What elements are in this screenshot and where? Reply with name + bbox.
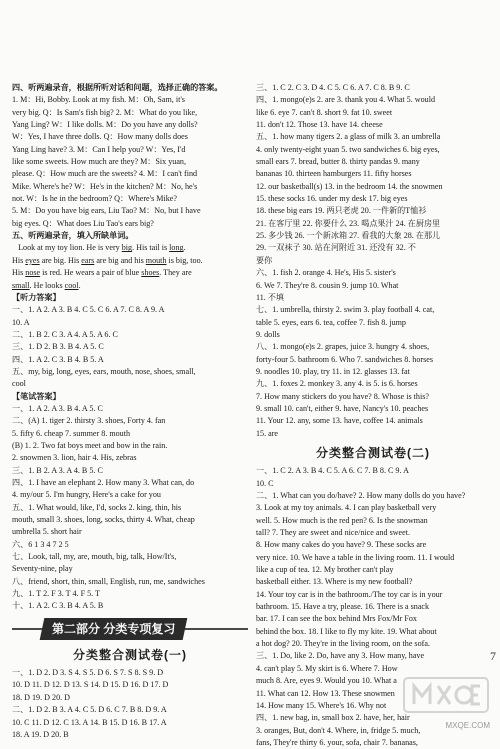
answer-line: 四、1. A 2. C 3. B 4. B 5. A (12, 354, 104, 364)
answer-line: cool (12, 379, 26, 389)
answer-line: 七、1. umbrella, thirsty 2. swim 3. play football 4. cat, (256, 305, 435, 315)
answer-line: (B) 1. 2. Two fat boys meet and bow in the rain. (12, 440, 168, 450)
answer-line: 21. 在客厅里 22. 你要什么 23. 喝点果汁 24. 在厨房里 (256, 218, 441, 228)
answer-line: 二、(A) 1. tiger 2. thirsty 3. shoes, Forty 4. fan (12, 416, 166, 426)
part-banner (12, 618, 248, 642)
answer-line: 五、1. What would, like, I'd, socks 2. king, thin, his (12, 502, 182, 512)
answer-line: like a cup of tea. 12. My brother can't play (256, 565, 394, 575)
answer-line: 八、friend, short, thin, small, English, run, me, sandwiches (12, 576, 205, 586)
answer-line: 9. noodles 10. play, try 11. in 12. glasses 13. fat (256, 366, 410, 376)
answer-line: 25. 多少钱 26. 一个新冰箱 27. 看我的大象 28. 在那儿 (256, 231, 441, 241)
answer-line: 五、1. how many tigers 2. a glass of milk 3. an umbrella (256, 132, 441, 142)
answer-line: 三、1. Do, like 2. Do, have any 3. How many, have (256, 651, 425, 661)
test-title: 分类整合测试卷(二) (316, 445, 430, 460)
script-line: like some sweets. How much are they? M：Six yuan, (12, 157, 186, 167)
answer-line: bathroom. 15. Have a try, please. 16. There is a snack (256, 602, 430, 612)
answer-line: 14. How many 15. Where's 16. Why not (256, 700, 387, 710)
answer-line: 四、1. new bag, in, small box 2. have, her, hair (256, 713, 410, 723)
answer-line: 七、Look, tall, my, are, mouth, big, talk, How/It's, (12, 552, 177, 562)
answer-line: 一、1. C 2. A 3. B 4. C 5. A 6. C 7. B 8. C 9. A (256, 466, 409, 476)
answer-line: 4. can't play 5. My skirt is 6. Where 7. How (256, 663, 398, 673)
answer-line: 八、1. mongo(e)s 2. grapes, juice 3. hungry 4. shoes, (256, 342, 430, 352)
answer-line: forty-four 5. bathroom 6. Who 7. sandwiches 8. horses (256, 354, 433, 364)
page-number: 7 (490, 649, 496, 663)
test1-answers (12, 667, 248, 741)
script-line: 1. M：Hi, Bobby. Look at my fish. M：Oh, Sam, it's (12, 95, 185, 105)
answer-line: 5. fifty 6. cheap 7. summer 8. mouth (12, 428, 131, 438)
answer-line: behind the box. 18. I like to fly my kite. 19. What about (256, 626, 437, 636)
answer-line: 18. A 19. D 20. B (12, 729, 69, 739)
answer-line: 11. Your 12. any, some 13. have, coffee 14. animals (256, 416, 423, 426)
answer-line: 六、6 1 3 4 7 2 5 (12, 539, 69, 549)
left-column (12, 82, 248, 739)
script-line: not. W：Is he in the bedroom? Q：Where's Mike? (12, 194, 177, 204)
answer-line: 二、1. B 2. C 3. A 4. A 5. A 6. C (12, 329, 118, 339)
answers-top (256, 82, 490, 267)
answer-line: 15. these socks 16. under my desk 17. big eyes (256, 194, 408, 204)
answer-line: 4. my/our 5. I'm hungry, Here's a cake for you (12, 490, 161, 500)
answer-line: 二、1. D 2. B 3. A 4. C 5. D 6. C 7. B 8. D 9. A (12, 705, 167, 715)
answer-line: 一、1. A 2. A 3. B 4. C 5. C 6. A 7. C 8. A 9. A (12, 305, 165, 315)
script-line: W：Yes, I have three dolls. Q：How many dolls does (12, 132, 188, 142)
answer-line: 九、1. T 2. F 3. T 4. F 5. T (12, 589, 100, 599)
section-heading: 五、听两遍录音，填入所缺单词。 (12, 231, 134, 241)
answer-line: 10. A (12, 317, 30, 327)
script-line: big eyes. Q：What does Liu Tao's ears big? (12, 218, 154, 228)
answer-line: 3. oranges, But, don't 4. Where, in, fridge 5. much, (256, 725, 421, 735)
section-heading: 四、听两遍录音，根据所听对话和问题，选择正确的答案。 (12, 83, 223, 92)
written-answers-heading: 【笔试答案】 (12, 391, 61, 401)
answer-line: 18. these big ears 19. 两只老虎 20. 一件新的T恤衫 (256, 206, 427, 216)
answer-line: 11. don't 12. Those 13. have 14. cheese (256, 120, 383, 130)
answer-line: Seventy-nine, play (12, 564, 73, 574)
answer-line: a hot dog? 20. They're in the living room, on the sofa. (256, 639, 430, 649)
answer-line: tall? 7. They are sweet and nice/nice and sweet. (256, 528, 411, 538)
answer-line: 10. D 11. D 12. D 13. S 14. D 15. D 16. D 17. D (12, 680, 169, 690)
answer-line: 8. How many cakes do you have? 9. These socks are (256, 540, 427, 550)
answer-line: 11. 不填 (256, 292, 285, 302)
answer-line: fans, They're thirty 6. your, sofa, chair 7. bananas, (256, 737, 418, 747)
answer-line: 六、1. fish 2. orange 4. He's, His 5. sister's (256, 268, 396, 278)
answer-line: 要你 (256, 255, 273, 265)
answer-line: 3. Look at my toy animals. 4. I can play basketball very (256, 503, 437, 513)
answer-line: like 6. eye 7. can't 8. short 9. fat 10. sweet (256, 107, 393, 117)
passage-line: Look at my toy lion. He is very big. His tail is long. (18, 243, 186, 253)
answer-line: 三、1. D 2. B 3. B 4. A 5. C (12, 342, 104, 352)
answer-line: 10. C 11. D 12. C 13. A 14. B 15. D 16. B 17. A (12, 717, 167, 727)
watermark-text: MXQE.COM (445, 721, 490, 730)
answer-line: 11. What can 12. How 13. These snowmen (256, 688, 395, 698)
answer-line: 4. only twenty-eight yuan 5. two sandwiches 6. big eyes, (256, 144, 440, 154)
passage-line: His eyes are big. His ears are big and his mouth is big, too. (12, 255, 203, 265)
answer-line: 9. dolls (256, 329, 280, 339)
answer-line: small ears 7. bread, butter 8. thirty pandas 9. many (256, 157, 420, 167)
answer-line: 三、1. C 2. C 3. D 4. C 5. C 6. A 7. C 8. B 9. C (256, 83, 410, 92)
answer-line: 二、1. What can you do/have? 2. How many dolls do you have? (256, 491, 466, 500)
answer-line: basketball either. 13. Where is my new football? (256, 577, 413, 587)
answer-line: very nice. 10. We have a table in the living room. 11. I would (256, 552, 455, 562)
answer-line: 四、1. mongo(e)s 2. are 3. thank you 4. What 5. would (256, 95, 436, 105)
answer-line: 一、1. A 2. A 3. B 4. A 5. C (12, 403, 103, 413)
banner-label: 第二部分 分类专项复习 (52, 621, 176, 636)
listening-answers-heading: 【听力答案】 (12, 292, 61, 302)
right-column (256, 82, 490, 747)
answer-line: well. 5. How much is the red pen? 6. Is the snowman (256, 515, 428, 525)
answer-line: 14. Your toy car is in the bathroom./The toy car is in your (256, 589, 443, 599)
passage-line: small. He looks cool. (12, 280, 81, 290)
answer-line: 九、1. foxes 2. monkey 3. any 4. is 5. is 6. horses (256, 379, 418, 389)
answer-line: 10. C (256, 478, 274, 488)
answer-line: table 5. eyes, ears 6. tea, coffee 7. fish 8. jump (256, 317, 406, 327)
answer-line: umbrella 5. short hair (12, 527, 82, 537)
answer-line: 三、1. B 2. A 3. A 4. B 5. C (12, 465, 103, 475)
script-line: very big. Q：Is Sam's fish big? 2. M：What do you like, (12, 107, 198, 117)
answer-line: 2. snowmen 3. lion, hair 4. His, zebras (12, 453, 137, 463)
answer-line: 9. small 10. can't, either 9. have, Nancy's 10. peaches (256, 403, 429, 413)
answer-line: 十、1. A 2. C 3. B 4. A 5. B (12, 601, 104, 611)
answer-line: 18. D 19. D 20. D (12, 692, 71, 702)
listening-answers (12, 304, 248, 390)
banner-tag (40, 618, 188, 640)
answer-line: bar. 17. I can see the box behind Mrs Fox/Mr Fox (256, 614, 417, 624)
answer-line: 四、1. I have an elephant 2. How many 3. What can, do (12, 478, 195, 487)
answer-line: 12. our basketball(s) 13. in the bedroom 14. the snowmen (256, 181, 443, 191)
script-line: 5. M：Do you have big ears, Liu Tao? M：No, but I have (12, 206, 201, 216)
answer-line: mouth, small 3. shoes, long, socks, thirty 4. What, cheap (12, 515, 195, 525)
answer-line: 一、1. D 2. D 3. S 4. S 5. D 6. S 7. S 8. S 9. D (12, 668, 164, 678)
answer-line: 7. How many stickers do you have? 8. Whose is this? (256, 391, 429, 401)
script-line: Yang Ling have? 3. M：Can I help you? W：Yes, I'd (12, 144, 186, 154)
answer-line: 五、my, big, long, eyes, ears, mouth, nose, shoes, small, (12, 366, 196, 376)
script-block (12, 94, 248, 230)
script-line: Yang Ling? W：I like dolls. M：Do you have any dolls? (12, 120, 198, 130)
written-answers (12, 403, 248, 613)
answer-line: 6. We 7. They're 8. cousin 9. jump 10. What (256, 280, 399, 290)
answer-line: much 8. Are, eyes 9. Would you 10. What a (256, 676, 397, 686)
answer-line: bananas 10. thirteen hamburgers 11. fifty horses (256, 169, 412, 179)
test-title: 分类整合测试卷(一) (73, 647, 187, 662)
answer-line: 15. are (256, 428, 279, 438)
answer-line: 29. 一双袜子 30. 站在河附近 31. 还没有 32. 不 (256, 243, 416, 253)
passage-line: His nose is red. He wears a pair of blue shoes. They are (12, 268, 192, 278)
answers-mid (256, 267, 490, 440)
script-line: Mike. Where's he? W：He's in the kitchen? M：No, he's (12, 181, 198, 191)
script-line: please. Q：How much are the sweets? 4. M：I can't find (12, 169, 198, 179)
